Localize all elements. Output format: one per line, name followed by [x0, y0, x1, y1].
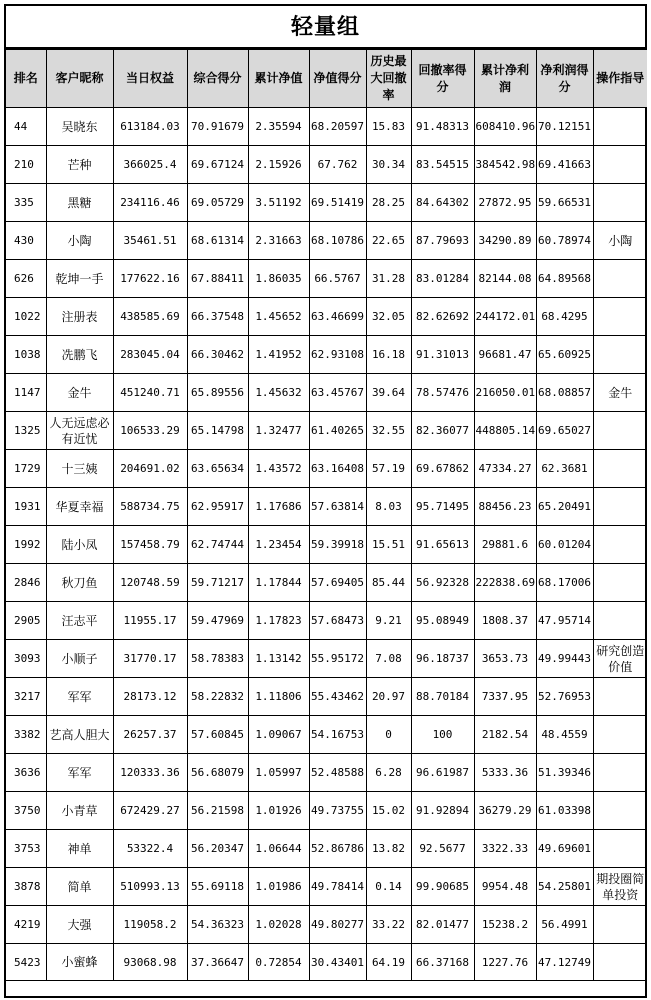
cell-cumulative-nav: 1.43572: [248, 450, 309, 488]
cell-nav-score: 68.10786: [309, 222, 366, 260]
cell-cumulative-nav: 1.17686: [248, 488, 309, 526]
cell-drawdown-score: 100: [411, 716, 474, 754]
cell-equity: 106533.29: [113, 412, 187, 450]
cell-guidance: [593, 108, 647, 146]
cell-total-score: 56.68079: [187, 754, 248, 792]
cell-guidance: [593, 260, 647, 298]
cell-nickname: 冼鹏飞: [46, 336, 113, 374]
cell-net-profit: 244172.01: [474, 298, 536, 336]
cell-cumulative-nav: 1.06644: [248, 830, 309, 868]
cell-nav-score: 59.39918: [309, 526, 366, 564]
table-row: [6, 830, 647, 868]
cell-cumulative-nav: 1.05997: [248, 754, 309, 792]
cell-nickname: 简单: [46, 868, 113, 906]
cell-max-drawdown: 0.14: [366, 868, 411, 906]
cell-net-profit: 9954.48: [474, 868, 536, 906]
cell-equity: 28173.12: [113, 678, 187, 716]
table-row: [6, 298, 647, 336]
cell-drawdown-score: 91.48313: [411, 108, 474, 146]
cell-total-score: 66.30462: [187, 336, 248, 374]
cell-rank: 3753: [6, 830, 46, 868]
cell-guidance: [593, 450, 647, 488]
column-header-nickname: 客户昵称: [46, 50, 113, 108]
cell-rank: 3750: [6, 792, 46, 830]
cell-nickname: 华夏幸福: [46, 488, 113, 526]
cell-profit-score: 60.01204: [536, 526, 593, 564]
column-header-net-profit: 累计净利润: [474, 50, 536, 108]
cell-nav-score: 61.40265: [309, 412, 366, 450]
cell-drawdown-score: 91.65613: [411, 526, 474, 564]
cell-drawdown-score: 91.92894: [411, 792, 474, 830]
table-row: [6, 526, 647, 564]
ranking-table: [6, 49, 647, 981]
cell-nickname: 艺高人胆大: [46, 716, 113, 754]
cell-max-drawdown: 31.28: [366, 260, 411, 298]
cell-total-score: 56.21598: [187, 792, 248, 830]
header-row: [6, 50, 647, 108]
cell-cumulative-nav: 1.45652: [248, 298, 309, 336]
cell-guidance: 期投圈简单投资: [593, 868, 647, 906]
cell-net-profit: 216050.01: [474, 374, 536, 412]
sheet-title: 轻量组: [6, 6, 645, 49]
table-row: [6, 450, 647, 488]
cell-profit-score: 56.4991: [536, 906, 593, 944]
cell-nav-score: 49.78414: [309, 868, 366, 906]
cell-total-score: 62.74744: [187, 526, 248, 564]
cell-total-score: 58.78383: [187, 640, 248, 678]
cell-equity: 451240.71: [113, 374, 187, 412]
table-row: [6, 412, 647, 450]
cell-total-score: 67.88411: [187, 260, 248, 298]
cell-max-drawdown: 9.21: [366, 602, 411, 640]
cell-total-score: 68.61314: [187, 222, 248, 260]
cell-drawdown-score: 82.62692: [411, 298, 474, 336]
cell-guidance: 研究创造价值: [593, 640, 647, 678]
cell-rank: 1022: [6, 298, 46, 336]
cell-max-drawdown: 15.83: [366, 108, 411, 146]
cell-profit-score: 49.69601: [536, 830, 593, 868]
cell-rank: 2846: [6, 564, 46, 602]
cell-guidance: 金牛: [593, 374, 647, 412]
cell-profit-score: 54.25801: [536, 868, 593, 906]
cell-guidance: [593, 678, 647, 716]
cell-profit-score: 60.78974: [536, 222, 593, 260]
cell-equity: 438585.69: [113, 298, 187, 336]
cell-profit-score: 65.60925: [536, 336, 593, 374]
cell-cumulative-nav: 2.15926: [248, 146, 309, 184]
cell-nav-score: 52.86786: [309, 830, 366, 868]
cell-drawdown-score: 83.54515: [411, 146, 474, 184]
cell-total-score: 59.47969: [187, 602, 248, 640]
cell-net-profit: 1808.37: [474, 602, 536, 640]
cell-cumulative-nav: 1.01986: [248, 868, 309, 906]
cell-drawdown-score: 78.57476: [411, 374, 474, 412]
table-row: [6, 336, 647, 374]
cell-rank: 3636: [6, 754, 46, 792]
column-header-nav-score: 净值得分: [309, 50, 366, 108]
cell-cumulative-nav: 1.41952: [248, 336, 309, 374]
cell-equity: 53322.4: [113, 830, 187, 868]
cell-rank: 3878: [6, 868, 46, 906]
cell-rank: 44: [6, 108, 46, 146]
cell-cumulative-nav: 1.45632: [248, 374, 309, 412]
cell-drawdown-score: 82.36077: [411, 412, 474, 450]
cell-guidance: [593, 944, 647, 981]
cell-drawdown-score: 88.70184: [411, 678, 474, 716]
cell-nav-score: 54.16753: [309, 716, 366, 754]
cell-drawdown-score: 69.67862: [411, 450, 474, 488]
cell-max-drawdown: 32.05: [366, 298, 411, 336]
cell-drawdown-score: 56.92328: [411, 564, 474, 602]
cell-drawdown-score: 99.90685: [411, 868, 474, 906]
cell-max-drawdown: 6.28: [366, 754, 411, 792]
cell-cumulative-nav: 2.35594: [248, 108, 309, 146]
cell-max-drawdown: 85.44: [366, 564, 411, 602]
cell-total-score: 65.89556: [187, 374, 248, 412]
table-row: [6, 868, 647, 906]
cell-rank: 1931: [6, 488, 46, 526]
cell-nav-score: 30.43401: [309, 944, 366, 981]
cell-cumulative-nav: 1.23454: [248, 526, 309, 564]
cell-equity: 120333.36: [113, 754, 187, 792]
cell-guidance: [593, 754, 647, 792]
cell-drawdown-score: 66.37168: [411, 944, 474, 981]
table-row: [6, 754, 647, 792]
cell-profit-score: 61.03398: [536, 792, 593, 830]
cell-equity: 366025.4: [113, 146, 187, 184]
cell-guidance: [593, 564, 647, 602]
cell-profit-score: 69.65027: [536, 412, 593, 450]
cell-drawdown-score: 91.31013: [411, 336, 474, 374]
table-row: [6, 906, 647, 944]
cell-guidance: [593, 602, 647, 640]
cell-cumulative-nav: 0.72854: [248, 944, 309, 981]
cell-rank: 626: [6, 260, 46, 298]
cell-rank: 335: [6, 184, 46, 222]
cell-equity: 283045.04: [113, 336, 187, 374]
cell-nav-score: 55.95172: [309, 640, 366, 678]
cell-guidance: [593, 526, 647, 564]
cell-net-profit: 96681.47: [474, 336, 536, 374]
cell-total-score: 62.95917: [187, 488, 248, 526]
cell-rank: 1729: [6, 450, 46, 488]
cell-rank: 5423: [6, 944, 46, 981]
cell-nickname: 军军: [46, 678, 113, 716]
cell-max-drawdown: 57.19: [366, 450, 411, 488]
cell-nickname: 十三姨: [46, 450, 113, 488]
cell-net-profit: 36279.29: [474, 792, 536, 830]
cell-profit-score: 69.41663: [536, 146, 593, 184]
cell-drawdown-score: 96.18737: [411, 640, 474, 678]
cell-max-drawdown: 28.25: [366, 184, 411, 222]
column-header-max-drawdown: 历史最大回撤率: [366, 50, 411, 108]
cell-nav-score: 57.63814: [309, 488, 366, 526]
cell-drawdown-score: 92.5677: [411, 830, 474, 868]
cell-equity: 234116.46: [113, 184, 187, 222]
cell-max-drawdown: 33.22: [366, 906, 411, 944]
cell-max-drawdown: 39.64: [366, 374, 411, 412]
cell-total-score: 37.36647: [187, 944, 248, 981]
cell-equity: 613184.03: [113, 108, 187, 146]
cell-nickname: 吴晓东: [46, 108, 113, 146]
cell-max-drawdown: 20.97: [366, 678, 411, 716]
cell-total-score: 66.37548: [187, 298, 248, 336]
cell-net-profit: 15238.2: [474, 906, 536, 944]
cell-max-drawdown: 30.34: [366, 146, 411, 184]
cell-nickname: 注册表: [46, 298, 113, 336]
column-header-total-score: 综合得分: [187, 50, 248, 108]
cell-nickname: 陆小凤: [46, 526, 113, 564]
cell-total-score: 59.71217: [187, 564, 248, 602]
cell-nickname: 小青草: [46, 792, 113, 830]
cell-net-profit: 448805.14: [474, 412, 536, 450]
cell-equity: 157458.79: [113, 526, 187, 564]
cell-total-score: 69.05729: [187, 184, 248, 222]
cell-net-profit: 29881.6: [474, 526, 536, 564]
cell-max-drawdown: 15.02: [366, 792, 411, 830]
column-header-guidance: 操作指导: [593, 50, 647, 108]
cell-nickname: 秋刀鱼: [46, 564, 113, 602]
column-header-profit-score: 净利润得分: [536, 50, 593, 108]
cell-profit-score: 52.76953: [536, 678, 593, 716]
cell-cumulative-nav: 1.02028: [248, 906, 309, 944]
cell-nickname: 芒种: [46, 146, 113, 184]
cell-nav-score: 55.43462: [309, 678, 366, 716]
cell-equity: 31770.17: [113, 640, 187, 678]
cell-guidance: [593, 336, 647, 374]
cell-max-drawdown: 0: [366, 716, 411, 754]
cell-nickname: 黑糖: [46, 184, 113, 222]
cell-nickname: 大强: [46, 906, 113, 944]
cell-net-profit: 608410.96: [474, 108, 536, 146]
cell-total-score: 69.67124: [187, 146, 248, 184]
cell-nav-score: 69.51419: [309, 184, 366, 222]
cell-cumulative-nav: 1.17823: [248, 602, 309, 640]
cell-equity: 177622.16: [113, 260, 187, 298]
cell-cumulative-nav: 1.01926: [248, 792, 309, 830]
cell-guidance: [593, 716, 647, 754]
cell-net-profit: 384542.98: [474, 146, 536, 184]
table-row: [6, 222, 647, 260]
cell-total-score: 65.14798: [187, 412, 248, 450]
cell-equity: 119058.2: [113, 906, 187, 944]
cell-equity: 26257.37: [113, 716, 187, 754]
cell-nav-score: 52.48588: [309, 754, 366, 792]
table-row: [6, 944, 647, 981]
ranking-sheet: [4, 4, 647, 998]
cell-cumulative-nav: 1.86035: [248, 260, 309, 298]
cell-nickname: 神单: [46, 830, 113, 868]
cell-rank: 2905: [6, 602, 46, 640]
table-row: [6, 184, 647, 222]
table-row: [6, 640, 647, 678]
cell-nickname: 小顺子: [46, 640, 113, 678]
cell-nav-score: 62.93108: [309, 336, 366, 374]
cell-profit-score: 49.99443: [536, 640, 593, 678]
cell-nav-score: 63.46699: [309, 298, 366, 336]
cell-profit-score: 65.20491: [536, 488, 593, 526]
column-header-cumulative-nav: 累计净值: [248, 50, 309, 108]
cell-net-profit: 3653.73: [474, 640, 536, 678]
cell-profit-score: 47.12749: [536, 944, 593, 981]
cell-equity: 11955.17: [113, 602, 187, 640]
cell-rank: 3217: [6, 678, 46, 716]
cell-rank: 4219: [6, 906, 46, 944]
cell-net-profit: 222838.69: [474, 564, 536, 602]
cell-max-drawdown: 15.51: [366, 526, 411, 564]
cell-nav-score: 63.16408: [309, 450, 366, 488]
cell-profit-score: 47.95714: [536, 602, 593, 640]
cell-nickname: 汪志平: [46, 602, 113, 640]
cell-cumulative-nav: 1.32477: [248, 412, 309, 450]
cell-profit-score: 68.17006: [536, 564, 593, 602]
cell-rank: 1147: [6, 374, 46, 412]
cell-equity: 672429.27: [113, 792, 187, 830]
cell-rank: 1992: [6, 526, 46, 564]
column-header-equity: 当日权益: [113, 50, 187, 108]
cell-guidance: [593, 792, 647, 830]
cell-cumulative-nav: 1.09067: [248, 716, 309, 754]
cell-drawdown-score: 95.08949: [411, 602, 474, 640]
cell-cumulative-nav: 1.13142: [248, 640, 309, 678]
cell-equity: 120748.59: [113, 564, 187, 602]
cell-total-score: 56.20347: [187, 830, 248, 868]
cell-rank: 210: [6, 146, 46, 184]
cell-nav-score: 67.762: [309, 146, 366, 184]
cell-nickname: 金牛: [46, 374, 113, 412]
table-row: [6, 602, 647, 640]
table-row: [6, 792, 647, 830]
cell-net-profit: 82144.08: [474, 260, 536, 298]
cell-nickname: 人无远虑必有近忧: [46, 412, 113, 450]
cell-guidance: [593, 412, 647, 450]
cell-guidance: [593, 488, 647, 526]
cell-nav-score: 57.68473: [309, 602, 366, 640]
cell-nav-score: 63.45767: [309, 374, 366, 412]
table-row: [6, 564, 647, 602]
cell-equity: 510993.13: [113, 868, 187, 906]
cell-nav-score: 66.5767: [309, 260, 366, 298]
cell-rank: 430: [6, 222, 46, 260]
cell-guidance: 小陶: [593, 222, 647, 260]
cell-total-score: 70.91679: [187, 108, 248, 146]
cell-rank: 1038: [6, 336, 46, 374]
cell-drawdown-score: 82.01477: [411, 906, 474, 944]
cell-net-profit: 34290.89: [474, 222, 536, 260]
cell-profit-score: 51.39346: [536, 754, 593, 792]
table-row: [6, 488, 647, 526]
cell-cumulative-nav: 1.17844: [248, 564, 309, 602]
cell-max-drawdown: 7.08: [366, 640, 411, 678]
cell-rank: 3093: [6, 640, 46, 678]
cell-guidance: [593, 184, 647, 222]
cell-guidance: [593, 830, 647, 868]
cell-net-profit: 7337.95: [474, 678, 536, 716]
cell-total-score: 54.36323: [187, 906, 248, 944]
cell-equity: 204691.02: [113, 450, 187, 488]
cell-nav-score: 49.73755: [309, 792, 366, 830]
cell-cumulative-nav: 3.51192: [248, 184, 309, 222]
cell-rank: 1325: [6, 412, 46, 450]
cell-nav-score: 49.80277: [309, 906, 366, 944]
cell-cumulative-nav: 1.11806: [248, 678, 309, 716]
cell-nickname: 军军: [46, 754, 113, 792]
cell-profit-score: 59.66531: [536, 184, 593, 222]
cell-max-drawdown: 16.18: [366, 336, 411, 374]
cell-profit-score: 68.08857: [536, 374, 593, 412]
cell-guidance: [593, 906, 647, 944]
cell-profit-score: 48.4559: [536, 716, 593, 754]
cell-net-profit: 88456.23: [474, 488, 536, 526]
cell-max-drawdown: 64.19: [366, 944, 411, 981]
cell-net-profit: 27872.95: [474, 184, 536, 222]
cell-profit-score: 64.89568: [536, 260, 593, 298]
cell-total-score: 63.65634: [187, 450, 248, 488]
cell-net-profit: 2182.54: [474, 716, 536, 754]
table-row: [6, 716, 647, 754]
cell-drawdown-score: 84.64302: [411, 184, 474, 222]
cell-net-profit: 5333.36: [474, 754, 536, 792]
cell-nickname: 小陶: [46, 222, 113, 260]
cell-nav-score: 68.20597: [309, 108, 366, 146]
cell-max-drawdown: 13.82: [366, 830, 411, 868]
cell-rank: 3382: [6, 716, 46, 754]
cell-guidance: [593, 146, 647, 184]
cell-max-drawdown: 32.55: [366, 412, 411, 450]
cell-total-score: 55.69118: [187, 868, 248, 906]
cell-drawdown-score: 95.71495: [411, 488, 474, 526]
table-row: [6, 260, 647, 298]
cell-max-drawdown: 22.65: [366, 222, 411, 260]
table-row: [6, 678, 647, 716]
cell-drawdown-score: 83.01284: [411, 260, 474, 298]
cell-profit-score: 62.3681: [536, 450, 593, 488]
table-row: [6, 374, 647, 412]
cell-net-profit: 47334.27: [474, 450, 536, 488]
cell-total-score: 58.22832: [187, 678, 248, 716]
table-row: [6, 146, 647, 184]
cell-cumulative-nav: 2.31663: [248, 222, 309, 260]
cell-guidance: [593, 298, 647, 336]
cell-max-drawdown: 8.03: [366, 488, 411, 526]
cell-equity: 588734.75: [113, 488, 187, 526]
cell-equity: 35461.51: [113, 222, 187, 260]
cell-drawdown-score: 96.61987: [411, 754, 474, 792]
cell-nickname: 乾坤一手: [46, 260, 113, 298]
cell-net-profit: 1227.76: [474, 944, 536, 981]
cell-drawdown-score: 87.79693: [411, 222, 474, 260]
cell-profit-score: 68.4295: [536, 298, 593, 336]
cell-profit-score: 70.12151: [536, 108, 593, 146]
cell-nav-score: 57.69405: [309, 564, 366, 602]
table-row: [6, 108, 647, 146]
cell-equity: 93068.98: [113, 944, 187, 981]
cell-total-score: 57.60845: [187, 716, 248, 754]
cell-nickname: 小蜜蜂: [46, 944, 113, 981]
cell-net-profit: 3322.33: [474, 830, 536, 868]
column-header-rank: 排名: [6, 50, 46, 108]
column-header-drawdown-score: 回撤率得分: [411, 50, 474, 108]
